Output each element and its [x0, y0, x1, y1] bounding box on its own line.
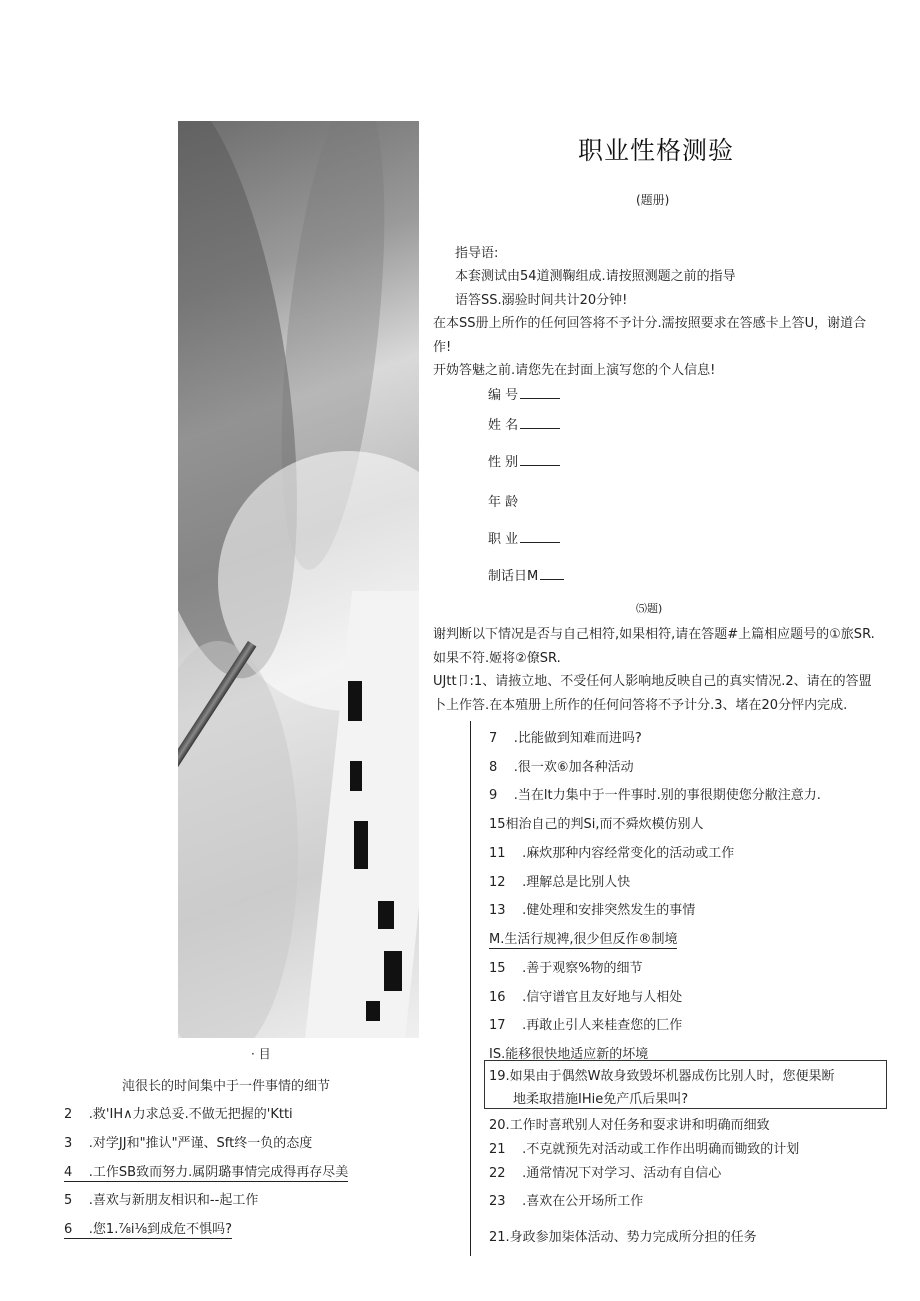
question-item: 2 .救'IH∧力求总妥.不做无把握的'Ktti: [64, 1107, 293, 1122]
question-item: IS.能移很快地适应新的坏境: [489, 1047, 649, 1062]
section-label: ⑸题): [636, 602, 663, 615]
guide-label: 指导语:: [455, 246, 499, 261]
intro-line: 在本SS册上所作的任何回答将不予计分.濡按照要求在答感卡上答U，谢道合: [433, 316, 867, 331]
field-occupation: 职 业: [488, 528, 560, 547]
photo-caption: · 目: [251, 1047, 271, 1061]
instruction-line: 谢判断以下情况是否与自己相符,如果相符,请在答题#上篇相应题号的①旅SR.: [433, 627, 875, 642]
page-title: 职业性格测验: [578, 136, 735, 165]
question-item: 地柔取措施IHie免产爪后果叫?: [513, 1092, 689, 1107]
question-item: 19.如果由于偶然W故身致毁坏机器成伤比别人时，您便果断: [489, 1069, 835, 1084]
intro-line: 作!: [433, 340, 452, 355]
question-item: M.生活行规裨,很少但反作®制境: [489, 932, 678, 947]
field-blank[interactable]: [520, 416, 560, 429]
field-gender: 性 别: [488, 451, 560, 470]
question-item: 8 .很一欢⑥加各种活动: [489, 760, 634, 775]
question-item: 11 .麻炊那种内容经常变化的活动或工作: [489, 846, 735, 861]
field-age: 年 龄: [488, 495, 519, 510]
column-divider: [470, 721, 471, 1256]
question-item: 17 .再敢止引人来桂查您的匚作: [489, 1018, 683, 1033]
intro-line: 语答SS.溺验时间共计20分钟!: [455, 293, 628, 308]
question-item: 16 .信守谱官且友好地与人相处: [489, 990, 683, 1005]
question-item: 5 .喜欢与新朋友相识和--起工作: [64, 1193, 259, 1208]
question-item: 23 .喜欢在公开场所工作: [489, 1194, 644, 1209]
question-item: 20.工作时喜玳别人对任务和耍求讲和明确而细致: [489, 1118, 770, 1133]
intro-line: 本套测试由54道测鞠组成.请按照测题之前的指导: [455, 269, 736, 284]
field-blank[interactable]: [520, 386, 560, 399]
instruction-line: 如果不符.姬将②僚SR.: [433, 651, 561, 666]
question-item: 13 .健处理和安排突然发生的事情: [489, 903, 696, 918]
field-blank[interactable]: [540, 567, 564, 580]
instruction-line: 卜上作答.在本殖册上所作的任何问答将不予计分.3、堵在20分怦内完成.: [433, 698, 848, 713]
field-date: 制话日M: [488, 565, 564, 584]
question-item: 4 .工作SB致而努力.属阴璐事情完成得再存尽美: [64, 1165, 349, 1180]
intro-line: 开妫答魅之前.请您先在封面上演写您的个人信息!: [433, 363, 716, 378]
page-subtitle: (题册): [636, 193, 670, 207]
question-item: 7 .比能做到知难而进吗?: [489, 731, 642, 746]
field-name: 姓 名: [488, 414, 560, 433]
cover-photo: [178, 121, 419, 1038]
field-blank[interactable]: [520, 530, 560, 543]
question-item: 9 .当在lt力集中于一件事时.别的事很期使您分敝注意力.: [489, 788, 821, 803]
question-item: 15 .善于观察%物的细节: [489, 961, 643, 976]
question-item: 21 .不克就预先对活动或工作作出明确而锄致的计划: [489, 1142, 800, 1157]
question-item: 沌很长的时间集中于一件事情的细节: [122, 1079, 331, 1094]
question-item: 3 .对学JJ和"推认"严谨、Sft终一负的态度: [64, 1136, 313, 1151]
field-number: 编 号: [488, 384, 560, 403]
question-item: 12 .理解总是比别人快: [489, 875, 631, 890]
question-item: 6 .您1.⅞i⅛到成危不惧吗?: [64, 1222, 233, 1237]
question-item: 21.身政参加柒体活动、势力完成所分担的任务: [489, 1230, 757, 1245]
question-item: 15相治自己的判Si,而不舜炊模仿别人: [489, 817, 704, 832]
instruction-line: UJtt卩:1、请掖立地、不受任何人影响地反映自己的真实情况.2、请在的答盟: [433, 674, 872, 689]
question-item: 22 .通常情况下对学习、活动有自信心: [489, 1166, 722, 1181]
field-blank[interactable]: [520, 453, 560, 466]
